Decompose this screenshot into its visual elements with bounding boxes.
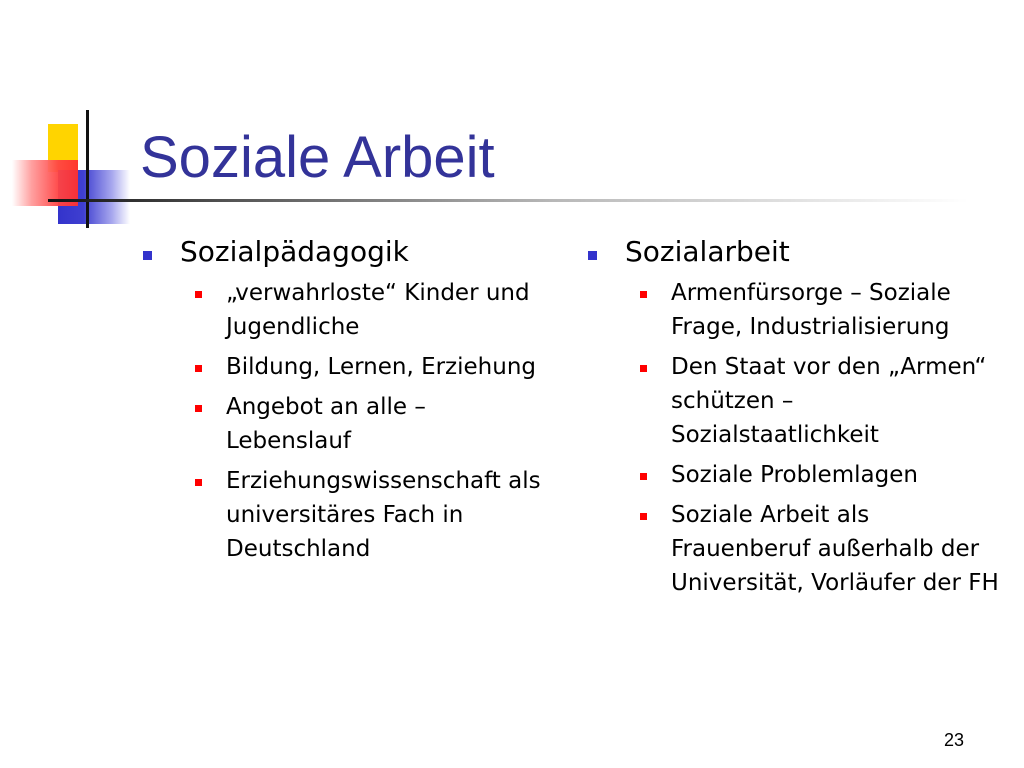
sub-bullet-item xyxy=(588,498,1008,600)
left-column xyxy=(143,232,543,572)
sub-bullet-item xyxy=(143,390,543,458)
square-bullet-icon xyxy=(640,473,647,480)
sub-bullet-text: Armenfürsorge – Soziale Frage, Industrialisierung xyxy=(671,280,951,340)
sub-bullet-text: Bildung, Lernen, Erziehung xyxy=(226,354,537,380)
title-underline xyxy=(48,199,968,202)
square-bullet-icon xyxy=(588,251,597,260)
right-column xyxy=(588,232,1008,606)
sub-bullet-item xyxy=(143,350,543,384)
page-number: 23 xyxy=(943,730,964,750)
sub-bullet-list xyxy=(588,276,1008,600)
square-bullet-icon xyxy=(195,291,202,298)
sub-bullet-text: Angebot an alle – Lebenslauf xyxy=(226,394,426,454)
square-bullet-icon xyxy=(195,365,202,372)
slide-title: Soziale Arbeit xyxy=(140,125,495,190)
square-bullet-icon xyxy=(640,513,647,520)
bullet-heading-text: Sozialpädagogik xyxy=(180,235,409,268)
sub-bullet-text: „verwahrloste“ Kinder und Jugendliche xyxy=(226,280,530,340)
square-bullet-icon xyxy=(143,251,152,260)
bullet-heading xyxy=(143,232,543,272)
bullet-heading xyxy=(588,232,1008,272)
sub-bullet-list xyxy=(143,276,543,566)
sub-bullet-item xyxy=(143,464,543,566)
square-bullet-icon xyxy=(195,405,202,412)
square-bullet-icon xyxy=(195,479,202,486)
sub-bullet-item xyxy=(143,276,543,344)
square-bullet-icon xyxy=(640,291,647,298)
sub-bullet-item xyxy=(588,350,1008,452)
sub-bullet-text: Erziehungswissenschaft als universitäres Fach in Deutschland xyxy=(226,468,541,562)
sub-bullet-item xyxy=(588,458,1008,492)
square-bullet-icon xyxy=(640,365,647,372)
sub-bullet-text: Soziale Arbeit als Frauenberuf außerhalb der Universität, Vorläufer der FH xyxy=(671,502,999,596)
decor-vertical-line xyxy=(86,110,89,228)
bullet-heading-text: Sozialarbeit xyxy=(625,235,790,268)
sub-bullet-text: Soziale Problemlagen xyxy=(671,462,918,488)
sub-bullet-item xyxy=(588,276,1008,344)
sub-bullet-text: Den Staat vor den „Armen“ schützen – Sozialstaatlichkeit xyxy=(671,354,987,448)
